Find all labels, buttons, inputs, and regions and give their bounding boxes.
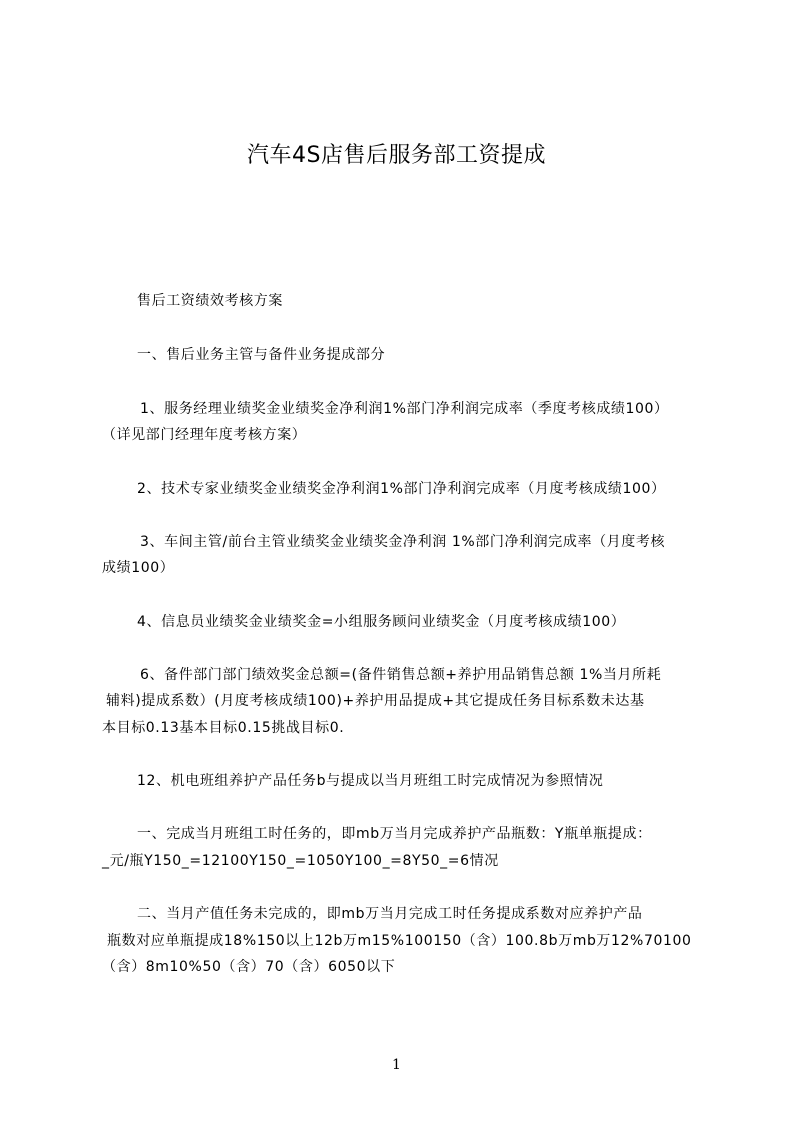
item-4-line-1: 4、信息员业绩奖金业绩奖金=小组服务顾问业绩奖金（月度考核成绩100）	[137, 614, 626, 630]
case-2-line-2: 瓶数对应单瓶提成18%150以上12b万m15%100150（含）100.8b万mb万12%70100	[107, 933, 692, 949]
case-1-line-1: 一、完成当月班组工时任务的，即mb万当月完成养护产品瓶数：Y瓶单瓶提成：	[137, 826, 652, 842]
item-6-line-2: 辅料)提成系数）(月度考核成绩100)+养护用品提成+其它提成任务目标系数未达基	[106, 693, 645, 709]
item-3-line-2: 成绩100）	[102, 560, 175, 576]
page-number: 1	[392, 1057, 401, 1073]
item-1-line-1: 1、服务经理业绩奖金业绩奖金净利润1%部门净利润完成率（季度考核成绩100）	[140, 401, 669, 417]
plan-subtitle: 售后工资绩效考核方案	[137, 293, 283, 309]
item-3-line-1: 3、车间主管/前台主管业绩奖金业绩奖金净利润 1%部门净利润完成率（月度考核	[140, 534, 666, 550]
item-12-line-1: 12、机电班组养护产品任务b与提成以当月班组工时完成情况为参照情况	[137, 773, 604, 789]
document-title: 汽车4S店售后服务部工资提成	[247, 143, 546, 168]
item-1-line-2: （详见部门经理年度考核方案）	[102, 427, 307, 443]
case-2-line-1: 二、当月产值任务未完成的，即mb万当月完成工时任务提成系数对应养护产品	[137, 906, 643, 922]
item-2-line-1: 2、技术专家业绩奖金业绩奖金净利润1%部门净利润完成率（月度考核成绩100）	[137, 481, 666, 497]
section-heading: 一、售后业务主管与备件业务提成部分	[137, 347, 386, 363]
item-6-line-1: 6、备件部门部门绩效奖金总额=(备件销售总额+养护用品销售总额 1%当月所耗	[140, 667, 662, 683]
case-1-line-2: _元/瓶Y150_=12100Y150_=1050Y100_=8Y50_=6情况	[102, 853, 499, 869]
item-6-line-3: 本目标0.13基本目标0.15挑战目标0.	[102, 720, 345, 736]
case-2-line-3: （含）8m10%50（含）70（含）6050以下	[102, 959, 396, 975]
